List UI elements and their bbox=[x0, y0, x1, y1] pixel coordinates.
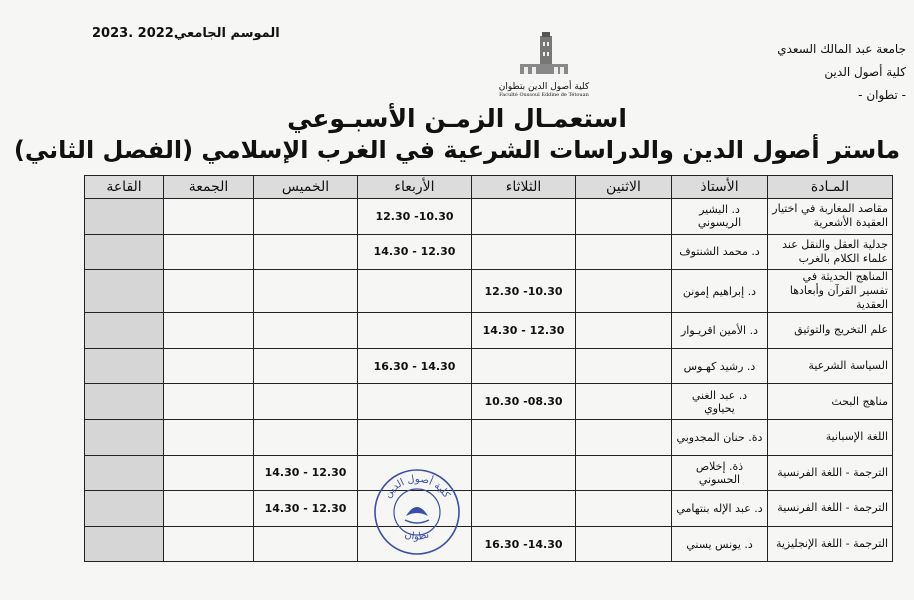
tuesday-cell bbox=[472, 234, 576, 270]
monday-cell bbox=[576, 384, 672, 420]
table-row bbox=[85, 455, 893, 491]
tuesday-cell: 10.30- 12.30 bbox=[472, 270, 576, 313]
subject-cell: مقاصد المغاربة في اختيار العقيدة الأشعرية bbox=[768, 199, 893, 235]
monday-cell bbox=[576, 455, 672, 491]
col-wednesday: الأربعاء bbox=[358, 176, 472, 199]
professor-cell: د. رشيد كهـوس bbox=[672, 348, 768, 384]
minaret-icon bbox=[514, 32, 574, 80]
hall-cell bbox=[85, 199, 164, 235]
faculty-name: كلية أصول الدين bbox=[824, 65, 906, 79]
page-title: استعمـال الزمـن الأسبـوعي bbox=[287, 104, 627, 133]
institution-header bbox=[686, 38, 906, 107]
wednesday-cell: 10.30- 12.30 bbox=[358, 199, 472, 235]
friday-cell bbox=[164, 313, 254, 349]
professor-cell: د. يونس يسني bbox=[672, 526, 768, 562]
stamp-top-text: كلية أصول الدين bbox=[382, 473, 452, 501]
logo-caption: كلية أصول الدين بتطوان bbox=[498, 82, 590, 92]
hall-cell bbox=[85, 419, 164, 455]
col-hall: القاعة bbox=[85, 176, 164, 199]
table-row bbox=[85, 419, 893, 455]
wednesday-cell bbox=[358, 419, 472, 455]
subject-cell: الترجمة - اللغة الفرنسية bbox=[768, 491, 893, 527]
table-row bbox=[85, 199, 893, 235]
hall-cell bbox=[85, 234, 164, 270]
monday-cell bbox=[576, 419, 672, 455]
thursday-cell bbox=[254, 526, 358, 562]
tuesday-cell: 08.30- 10.30 bbox=[472, 384, 576, 420]
monday-cell bbox=[576, 491, 672, 527]
col-professor: الأستاذ bbox=[672, 176, 768, 199]
wednesday-cell: 12.30 - 14.30 bbox=[358, 234, 472, 270]
friday-cell bbox=[164, 419, 254, 455]
wednesday-cell bbox=[358, 270, 472, 313]
friday-cell bbox=[164, 455, 254, 491]
hall-cell bbox=[85, 313, 164, 349]
schedule-table bbox=[84, 175, 893, 562]
thursday-cell bbox=[254, 384, 358, 420]
thursday-cell bbox=[254, 199, 358, 235]
professor-cell: د. عبد الغني يحياوي bbox=[672, 384, 768, 420]
thursday-cell bbox=[254, 234, 358, 270]
faculty-stamp-icon bbox=[373, 468, 461, 556]
monday-cell bbox=[576, 348, 672, 384]
table-row bbox=[85, 313, 893, 349]
hall-cell bbox=[85, 348, 164, 384]
friday-cell bbox=[164, 384, 254, 420]
city-name: - تطوان - bbox=[858, 88, 906, 102]
friday-cell bbox=[164, 270, 254, 313]
subject-cell: السياسة الشرعية bbox=[768, 348, 893, 384]
subject-cell: جدلية العقل والنقل عند علماء الكلام بالغرب bbox=[768, 234, 893, 270]
professor-cell: د. محمد الشنتوف bbox=[672, 234, 768, 270]
table-row bbox=[85, 384, 893, 420]
thursday-cell bbox=[254, 270, 358, 313]
monday-cell bbox=[576, 313, 672, 349]
thursday-cell bbox=[254, 313, 358, 349]
friday-cell bbox=[164, 234, 254, 270]
hall-cell bbox=[85, 491, 164, 527]
stamp-bottom-text: تطوان bbox=[403, 529, 431, 543]
hall-cell bbox=[85, 384, 164, 420]
friday-cell bbox=[164, 348, 254, 384]
professor-cell: د. إبراهيم إمونن bbox=[672, 270, 768, 313]
tuesday-cell bbox=[472, 491, 576, 527]
subject-cell: اللغة الإسبانية bbox=[768, 419, 893, 455]
svg-text:تطوان bbox=[403, 529, 431, 543]
subject-cell: الترجمة - اللغة الإنجليزية bbox=[768, 526, 893, 562]
logo-subtitle: Faculté Oussoul Eddine de Tétouan bbox=[499, 92, 589, 98]
thursday-cell: 12.30 - 14.30 bbox=[254, 491, 358, 527]
tuesday-cell bbox=[472, 419, 576, 455]
hall-cell bbox=[85, 455, 164, 491]
professor-cell: د. الأمين اقريـوار bbox=[672, 313, 768, 349]
friday-cell bbox=[164, 526, 254, 562]
col-monday: الاثنين bbox=[576, 176, 672, 199]
table-row bbox=[85, 234, 893, 270]
subject-cell: مناهج البحث bbox=[768, 384, 893, 420]
tuesday-cell bbox=[472, 455, 576, 491]
friday-cell bbox=[164, 199, 254, 235]
table-row bbox=[85, 348, 893, 384]
table-row bbox=[85, 526, 893, 562]
table-row bbox=[85, 270, 893, 313]
subject-cell: الترجمة - اللغة الفرنسية bbox=[768, 455, 893, 491]
monday-cell bbox=[576, 234, 672, 270]
col-thursday: الخميس bbox=[254, 176, 358, 199]
university-name: جامعة عبد المالك السعدي bbox=[777, 42, 906, 56]
monday-cell bbox=[576, 270, 672, 313]
academic-season: الموسم الجامعي2022 .2023 bbox=[92, 26, 280, 41]
faculty-logo bbox=[498, 32, 590, 98]
table-header-row bbox=[85, 176, 893, 199]
professor-cell: دة. حنان المجدوبي bbox=[672, 419, 768, 455]
col-subject: المـادة bbox=[768, 176, 893, 199]
monday-cell bbox=[576, 526, 672, 562]
col-tuesday: الثلاثاء bbox=[472, 176, 576, 199]
subject-cell: علم التخريج والتوثيق bbox=[768, 313, 893, 349]
thursday-cell bbox=[254, 419, 358, 455]
tuesday-cell bbox=[472, 348, 576, 384]
professor-cell: د. البشير الريسوني bbox=[672, 199, 768, 235]
thursday-cell bbox=[254, 348, 358, 384]
hall-cell bbox=[85, 526, 164, 562]
thursday-cell: 12.30 - 14.30 bbox=[254, 455, 358, 491]
hall-cell bbox=[85, 270, 164, 313]
tuesday-cell bbox=[472, 199, 576, 235]
tuesday-cell: 12.30 - 14.30 bbox=[472, 313, 576, 349]
wednesday-cell bbox=[358, 384, 472, 420]
professor-cell: د. عبد الإله بنتهامي bbox=[672, 491, 768, 527]
professor-cell: ذة. إخلاص الحسوني bbox=[672, 455, 768, 491]
tuesday-cell: 14.30- 16.30 bbox=[472, 526, 576, 562]
program-title: ماستر أصول الدين والدراسات الشرعية في الغرب الإسلامي (الفصل الثاني) bbox=[13, 136, 901, 164]
monday-cell bbox=[576, 199, 672, 235]
col-friday: الجمعة bbox=[164, 176, 254, 199]
friday-cell bbox=[164, 491, 254, 527]
subject-cell: المناهج الحديثة في تفسير القرآن وأبعادها العقدية bbox=[768, 270, 893, 313]
wednesday-cell: 14.30 - 16.30 bbox=[358, 348, 472, 384]
table-row bbox=[85, 491, 893, 527]
wednesday-cell bbox=[358, 313, 472, 349]
